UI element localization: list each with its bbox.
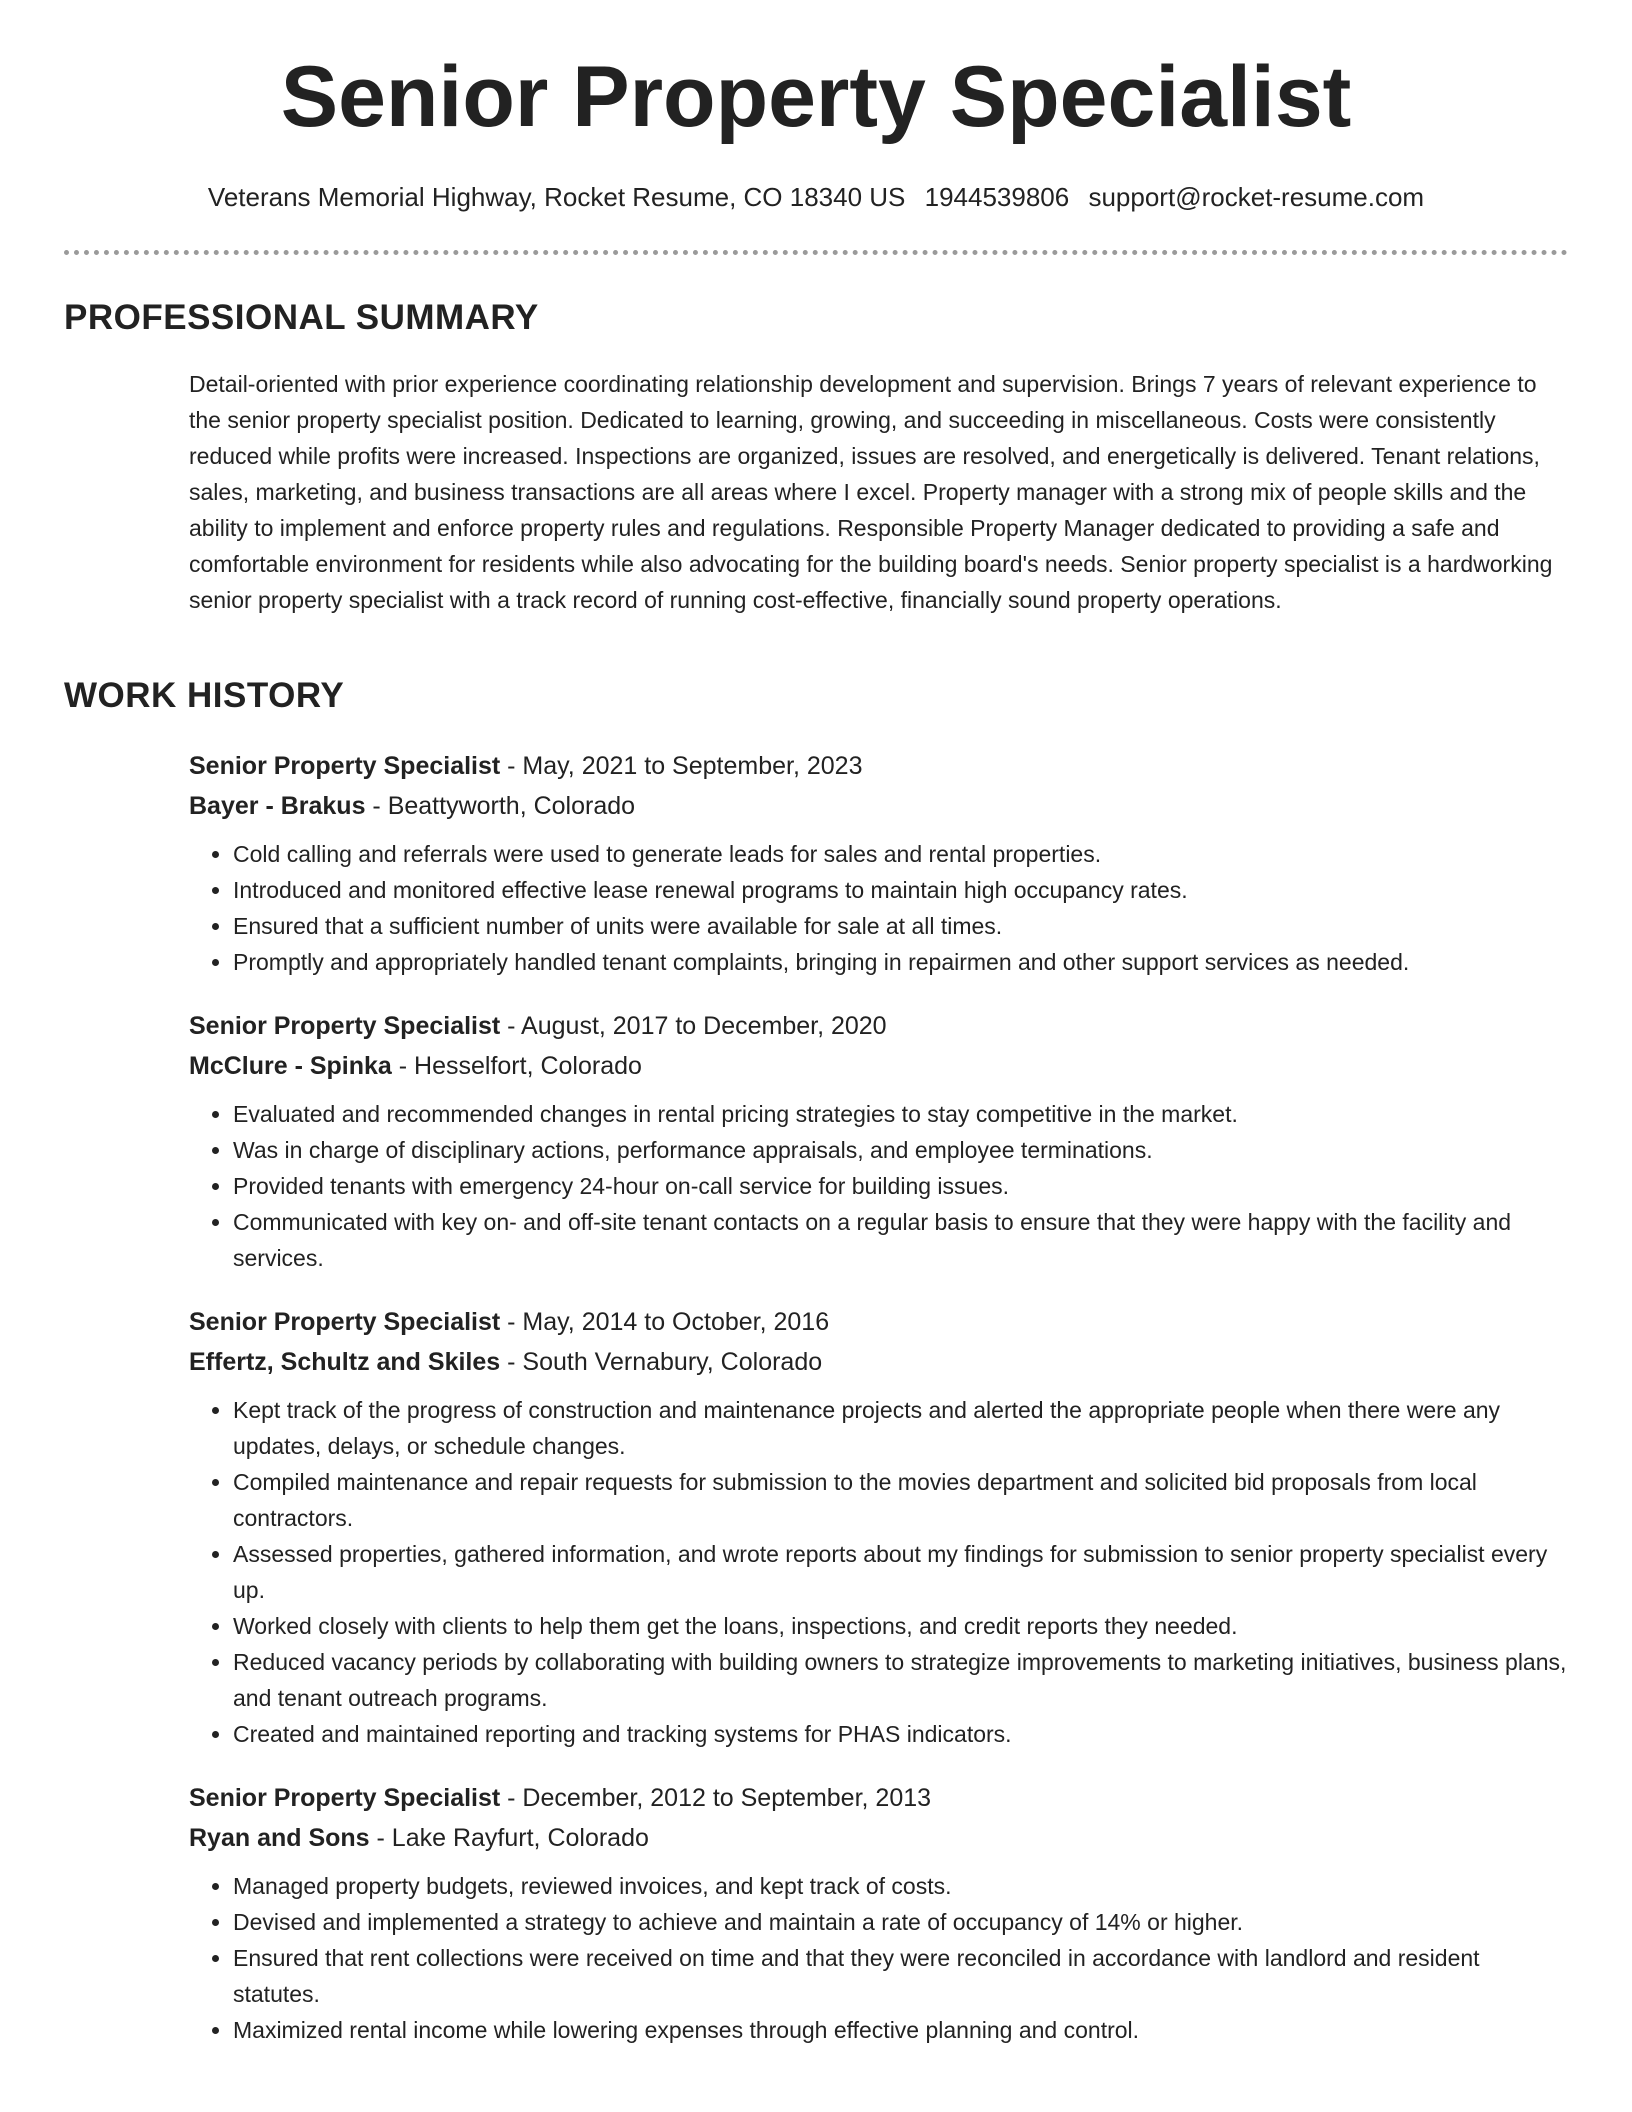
job-bullet: • Reduced vacancy periods by collaborating with building owners to strategize improvements to marketing initiatives, business plans, and tenant outreach programs. — [233, 1644, 1569, 1716]
job-dates: - August, 2017 to December, 2020 — [500, 1012, 887, 1040]
job-bullets — [189, 1096, 1569, 1276]
job-bullet: • Ensured that a sufficient number of units were available for sale at all times. — [233, 908, 1569, 944]
job-bullets — [189, 1868, 1569, 2048]
job-entry — [189, 1778, 1569, 2048]
contact-address: Veterans Memorial Highway, Rocket Resume, CO 18340 US — [207, 182, 906, 212]
job-company-line — [189, 1342, 1569, 1382]
job-title-line — [189, 1006, 1569, 1046]
job-company: Ryan and Sons — [189, 1824, 370, 1852]
job-bullet: • Created and maintained reporting and tracking systems for PHAS indicators. — [233, 1716, 1569, 1752]
job-company: Effertz, Schultz and Skiles — [189, 1348, 501, 1376]
job-title-line — [189, 1302, 1569, 1342]
resume-name: Senior Property Specialist — [280, 49, 1352, 145]
job-bullet: • Communicated with key on- and off-site tenant contacts on a regular basis to ensure that they were happy with the facility and services. — [233, 1204, 1569, 1276]
work-history-heading: WORK HISTORY — [64, 676, 345, 715]
summary-heading: PROFESSIONAL SUMMARY — [64, 298, 539, 337]
job-location: - Beattyworth, Colorado — [365, 792, 636, 820]
job-bullet: • Worked closely with clients to help them get the loans, inspections, and credit reports they needed. — [233, 1608, 1569, 1644]
job-entry — [189, 1302, 1569, 1752]
job-entry — [189, 1006, 1569, 1276]
job-company-line — [189, 786, 1569, 826]
contact-line — [0, 182, 1632, 213]
job-company: McClure - Spinka — [189, 1052, 392, 1080]
job-bullets — [189, 836, 1569, 980]
job-entry — [189, 746, 1569, 980]
job-bullet: • Evaluated and recommended changes in rental pricing strategies to stay competitive in the market. — [233, 1096, 1569, 1132]
job-bullets — [189, 1392, 1569, 1752]
job-bullet: • Compiled maintenance and repair requests for submission to the movies department and solicited bid proposals from local contractors. — [233, 1464, 1569, 1536]
job-bullet: • Introduced and monitored effective lease renewal programs to maintain high occupancy rates. — [233, 872, 1569, 908]
summary-text: Detail-oriented with prior experience coordinating relationship development and supervision. Brings 7 years of relevant experience to the senior property specialist position. Dedicated to learning, growing, and succeeding in miscellaneous. Costs were consistently reduced while profits were increased. Inspections are organized, issues are resolved, and energetically is delivered. Tenant relations, sales, marketing, and business transactions are all areas where I excel. Property manager with a strong mix of people skills and the ability to implement and enforce property rules and regulations. Responsible Property Manager dedicated to providing a safe and comfortable environment for residents while also advocating for the building board's needs. Senior property specialist is a hardworking senior property specialist with a track record of running cost-effective, financially sound property operations. — [189, 371, 1553, 613]
job-company-line — [189, 1818, 1569, 1858]
job-bullet: • Promptly and appropriately handled tenant complaints, bringing in repairmen and other support services as needed. — [233, 944, 1569, 980]
job-bullet: • Maximized rental income while lowering expenses through effective planning and control. — [233, 2012, 1569, 2048]
job-role: Senior Property Specialist — [189, 1308, 501, 1336]
job-location: - Hesselfort, Colorado — [391, 1052, 642, 1080]
job-bullet: • Devised and implemented a strategy to achieve and maintain a rate of occupancy of 14% or higher. — [233, 1904, 1569, 1940]
job-dates: - May, 2014 to October, 2016 — [500, 1308, 830, 1336]
job-role: Senior Property Specialist — [189, 1784, 501, 1812]
job-dates: - December, 2012 to September, 2013 — [500, 1784, 932, 1812]
job-bullet: • Cold calling and referrals were used to generate leads for sales and rental properties. — [233, 836, 1569, 872]
job-bullet: • Was in charge of disciplinary actions, performance appraisals, and employee terminations. — [233, 1132, 1569, 1168]
header-divider — [64, 250, 1568, 255]
job-bullet: • Assessed properties, gathered information, and wrote reports about my findings for submission to senior property specialist every up. — [233, 1536, 1569, 1608]
job-title-line — [189, 1778, 1569, 1818]
contact-email: support@rocket-resume.com — [1088, 182, 1425, 212]
job-role: Senior Property Specialist — [189, 752, 501, 780]
job-role: Senior Property Specialist — [189, 1012, 501, 1040]
work-history-list — [189, 746, 1569, 2074]
job-title-line — [189, 746, 1569, 786]
job-company: Bayer - Brakus — [189, 792, 366, 820]
job-location: - Lake Rayfurt, Colorado — [369, 1824, 649, 1852]
job-bullet: • Kept track of the progress of construction and maintenance projects and alerted the appropriate people when there were any updates, delays, or schedule changes. — [233, 1392, 1569, 1464]
job-company-line — [189, 1046, 1569, 1086]
job-location: - South Vernabury, Colorado — [500, 1348, 823, 1376]
job-bullet: • Ensured that rent collections were received on time and that they were reconciled in accordance with landlord and resident statutes. — [233, 1940, 1569, 2012]
job-bullet: • Managed property budgets, reviewed invoices, and kept track of costs. — [233, 1868, 1569, 1904]
contact-phone: 1944539806 — [924, 182, 1070, 212]
job-dates: - May, 2021 to September, 2023 — [500, 752, 863, 780]
job-bullet: • Provided tenants with emergency 24-hour on-call service for building issues. — [233, 1168, 1569, 1204]
